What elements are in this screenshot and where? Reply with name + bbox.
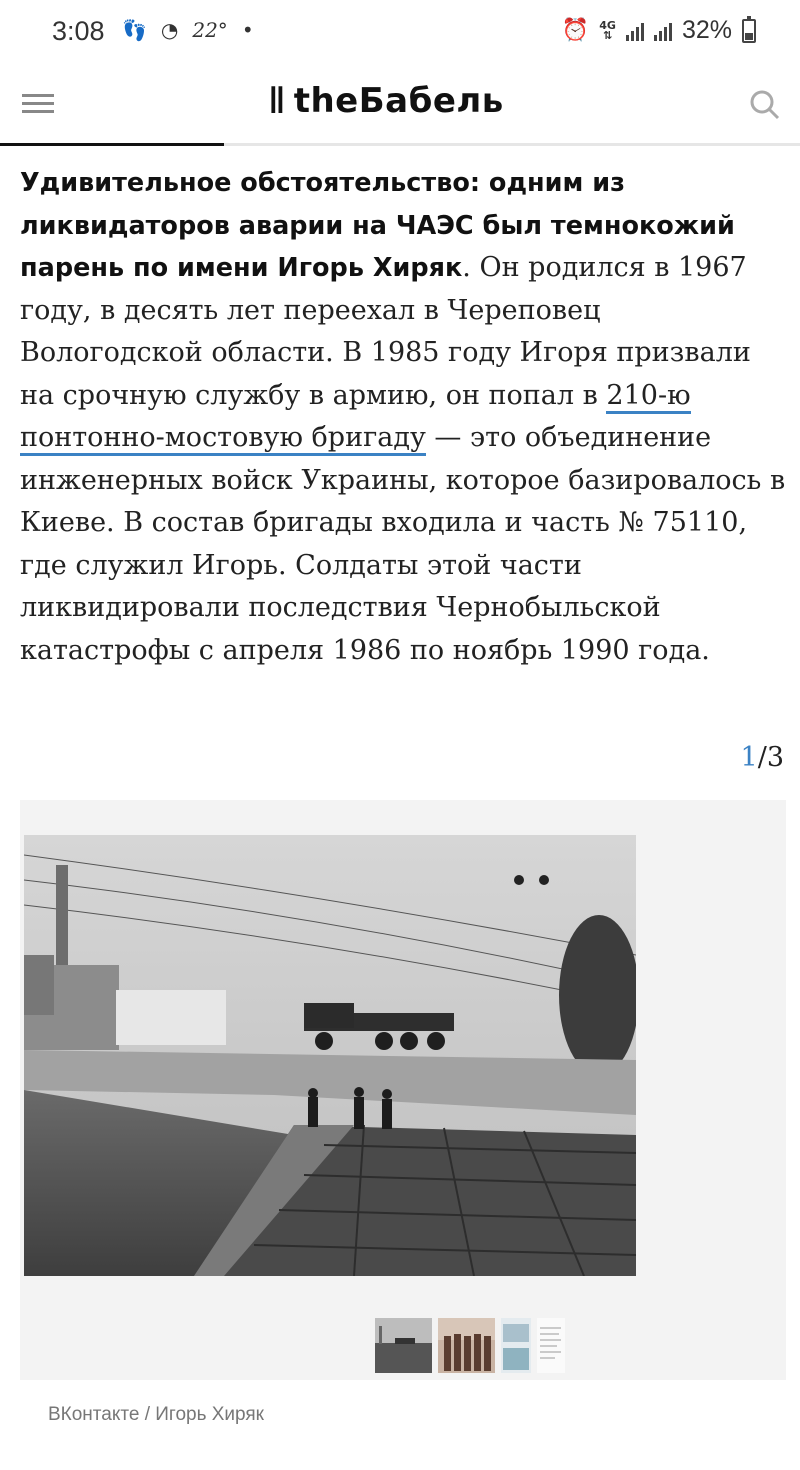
gallery-total: 3 xyxy=(766,742,784,773)
more-notifications-icon: • xyxy=(241,18,254,42)
article-paragraph xyxy=(20,162,790,672)
network-type: 4G ⇅ xyxy=(599,18,616,42)
steps-icon: 👣 xyxy=(122,18,147,42)
sync-icon: ◔ xyxy=(160,18,179,42)
photo-gallery[interactable] xyxy=(20,800,786,1380)
gallery-thumbnail-3[interactable] xyxy=(501,1318,531,1373)
gallery-thumbnail-2[interactable] xyxy=(438,1318,495,1373)
reading-progress-fill xyxy=(0,143,224,146)
gallery-current: 1 xyxy=(740,742,758,773)
search-icon[interactable] xyxy=(748,88,782,122)
signal-icon xyxy=(626,21,644,41)
brigade-link[interactable]: 210-ю понтонно-мостовую бригаду xyxy=(20,380,691,457)
gallery-thumbnail-4[interactable] xyxy=(537,1318,565,1373)
photo-credit: ВКонтакте / Игорь Хиряк xyxy=(48,1404,264,1425)
gallery-thumbnail-1[interactable] xyxy=(375,1318,432,1373)
logo-text: theБабель xyxy=(293,81,504,121)
battery-icon xyxy=(742,19,756,43)
status-notification-icons xyxy=(122,18,254,42)
status-temperature: 22° xyxy=(192,18,228,42)
article-lead-bold: Удивительное обстоятельство: одним из ликвидаторов аварии на ЧАЭС был темнокожий парень по имени Игорь Хиряк xyxy=(20,168,735,283)
alarm-icon: ⏰ xyxy=(561,18,590,43)
gallery-thumbnails xyxy=(375,1318,565,1373)
battery-level: 32% xyxy=(681,16,732,44)
site-header xyxy=(0,64,800,148)
status-time: 3:08 xyxy=(52,16,105,46)
article-text-after-link: — это объединение инженерных войск Украины, которое базировалось в Киеве. В состав бригады входила и часть № 75110, где служил Игорь. Солдаты этой части ликвидировали последствия Чернобыльской катастрофы с апреля 1986 по ноябрь 1990 года. xyxy=(20,422,786,666)
logo-mark: ǁ xyxy=(268,80,286,122)
hamburger-menu-icon[interactable] xyxy=(22,94,54,116)
reading-progress-bar xyxy=(0,143,800,146)
signal-icon-2 xyxy=(654,21,672,41)
site-logo[interactable] xyxy=(268,80,504,122)
status-bar xyxy=(0,0,800,64)
gallery-separator: / xyxy=(757,742,767,773)
article-text-before-link: . Он родился в 1967 году, в десять лет переехал в Череповец Вологодской области. В 1985 году Игоря призвали на срочную службу в армию, он попал в xyxy=(20,252,751,411)
gallery-counter xyxy=(741,742,784,773)
status-system-icons xyxy=(562,16,756,45)
gallery-main-photo[interactable] xyxy=(24,835,636,1276)
